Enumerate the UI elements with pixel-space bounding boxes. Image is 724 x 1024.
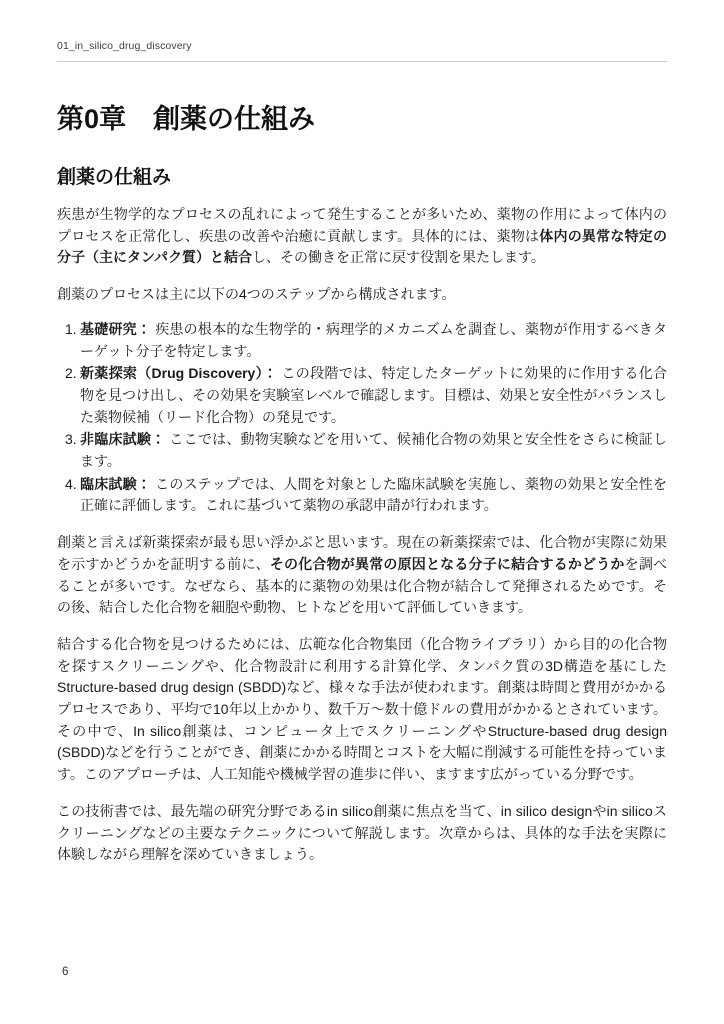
list-item-number: 3. — [65, 431, 77, 448]
list-item-text: 疾患の根本的な生物学的・病理学的メカニズムを調査し、薬物が作用するべきターゲット分子を特定します。 — [80, 320, 668, 359]
list-item-text: この段階では、特定したターゲットに効果的に作用する化合物を見つけ出し、その効果を実験室レベルで確認します。目標は、効果と安全性がバランスした薬物候補（リード化合物）の発見です。 — [80, 365, 667, 425]
paragraph-binding-text: 創薬と言えば新薬探索が最も思い浮かぶと思います。現在の新薬探索では、化合物が実際に効果を示すかどうかを証明する前に、 — [57, 534, 667, 572]
section-title: 創薬の仕組み — [57, 167, 172, 188]
drug-discovery-steps-list — [57, 319, 667, 517]
list-item-text: ここでは、動物実験などを用いて、候補化合物の効果と安全性をさらに検証します。 — [80, 431, 667, 470]
paragraph-intro-text-end: し、その働きを正常に戻す役割を果たします。 — [252, 249, 545, 266]
list-item-number: 4. — [65, 475, 77, 492]
list-item-preclinical-trial — [57, 429, 667, 472]
paragraph-intro-text: 疾患が生物学的なプロセスの乱れによって発生することが多いため、薬物の作用によって体内のプロセスを正常化し、疾患の改善や治癒に貢献します。具体的には、薬物は — [57, 206, 667, 244]
chapter-title: 第0章 創薬の仕組み — [57, 104, 316, 134]
paragraph-intro — [57, 204, 667, 269]
list-item-basic-research — [57, 319, 667, 362]
paragraph-book-overview: この技術書では、最先端の研究分野であるin silico創薬に焦点を当て、in silico designやin silicoスクリーニングなどの主要なテクニックについて解説します。次章からは、具体的な手法を実際に体験しながら理解を深めていきましょう。 — [57, 802, 667, 863]
paragraph-binding — [57, 532, 667, 619]
list-item-clinical-trial — [57, 474, 667, 517]
paragraph-binding-text-end: を調べることが多いです。なぜなら、基本的に薬物の効果は化合物が結合して発揮されるためです。その後、結合した化合物を細胞や動物、ヒトなどを用いて評価していきます。 — [57, 555, 668, 616]
page-number: 6 — [62, 966, 69, 978]
running-header: 01_in_silico_drug_discovery — [57, 40, 667, 62]
paragraph-process: 創薬のプロセスは主に以下の4つのステップから構成されます。 — [57, 286, 456, 303]
list-item-label: 臨床試験： — [80, 475, 152, 492]
list-item-number: 1. — [65, 320, 77, 337]
list-item-label: 基礎研究： — [80, 320, 152, 337]
list-item-text: このステップでは、人間を対象とした臨床試験を実施し、薬物の効果と安全性を正確に評価します。これに基づいて薬物の承認申請が行われます。 — [80, 475, 667, 514]
list-item-number: 2. — [65, 365, 77, 382]
list-item-label: 新薬探索（Drug Discovery）： — [80, 365, 278, 382]
paragraph-intro-bold: 体内の異常な特定の分子（主にタンパク質）と結合 — [57, 227, 668, 266]
paragraph-binding-bold: その化合物が異常の原因となる分子に結合するかどうか — [269, 555, 625, 572]
list-item-label: 非臨床試験： — [80, 431, 166, 448]
paragraph-methods: 結合する化合物を見つけるためには、広範な化合物集団（化合物ライブラリ）から目的の化合物を探すスクリーニングや、化合物設計に利用する計算化学、タンパク質の3D構造を基にしたStructure-based drug design (SBDD)など、様々な手法が使われます。創薬は時間と費用がかかるプロセスであり、平均で10年以上かかり、数千万〜数十億ドルの費用がかかるとされています。その中で、In silico創薬は、コンピュータ上でスクリーニングやStructure-based drug design (SBDD)などを行うことができ、創薬にかかる時間とコストを大幅に削減する可能性を持っています。このアプローチは、人工知能や機械学習の進歩に伴い、ますます広がっている分野です。 — [57, 635, 667, 783]
list-item-drug-discovery — [57, 363, 667, 428]
